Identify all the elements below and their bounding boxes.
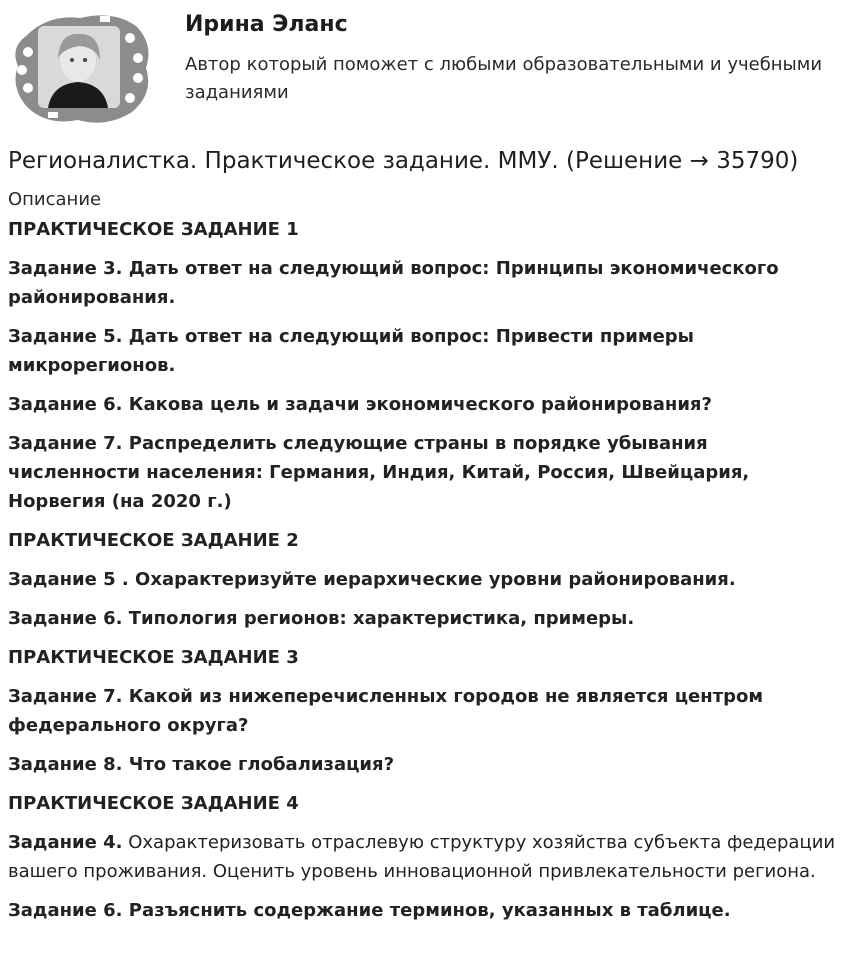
author-name: Ирина Эланс	[185, 12, 348, 37]
task-item: Задание 6. Разъяснить содержание терминов, указанных в таблице.	[8, 900, 731, 921]
film-reel-portrait-icon	[8, 8, 150, 126]
task-item	[8, 828, 838, 886]
task-item: Задание 3. Дать ответ на следующий вопрос: Принципы экономического районирования.	[8, 258, 779, 308]
author-description: Автор который поможет с любыми образовательными и учебными заданиями	[185, 54, 823, 103]
task-item: Задание 8. Что такое глобализация?	[8, 754, 395, 775]
section-heading: ПРАКТИЧЕСКОЕ ЗАДАНИЕ 3	[8, 647, 299, 668]
task-label: Задание 4.	[8, 832, 123, 853]
task-description	[8, 215, 838, 935]
task-item: Задание 7. Распределить следующие страны в порядке убывания численности населения: Германия, Индия, Китай, Россия, Швейцария, Норвегия (на 2020 г.)	[8, 433, 750, 512]
task-item: Задание 5. Дать ответ на следующий вопрос: Привести примеры микрорегионов.	[8, 326, 694, 376]
task-item: Задание 6. Типология регионов: характеристика, примеры.	[8, 608, 635, 629]
task-item: Задание 7. Какой из нижеперечисленных городов не является центром федерального округа?	[8, 686, 764, 736]
page-title: Регионалистка. Практическое задание. ММУ. (Решение → 35790)	[8, 148, 799, 174]
task-item: Задание 6. Какова цель и задачи экономического районирования?	[8, 394, 712, 415]
description-label: Описание	[8, 189, 102, 210]
task-item: Задание 5 . Охарактеризуйте иерархические уровни районирования.	[8, 569, 736, 590]
author-card	[0, 0, 847, 130]
task-text: Охарактеризовать отраслевую структуру хозяйства субъекта федерации вашего проживания. Оценить уровень инновационной привлекательности региона.	[8, 832, 836, 882]
section-heading: ПРАКТИЧЕСКОЕ ЗАДАНИЕ 4	[8, 793, 299, 814]
section-heading: ПРАКТИЧЕСКОЕ ЗАДАНИЕ 1	[8, 219, 299, 240]
section-heading: ПРАКТИЧЕСКОЕ ЗАДАНИЕ 2	[8, 530, 299, 551]
